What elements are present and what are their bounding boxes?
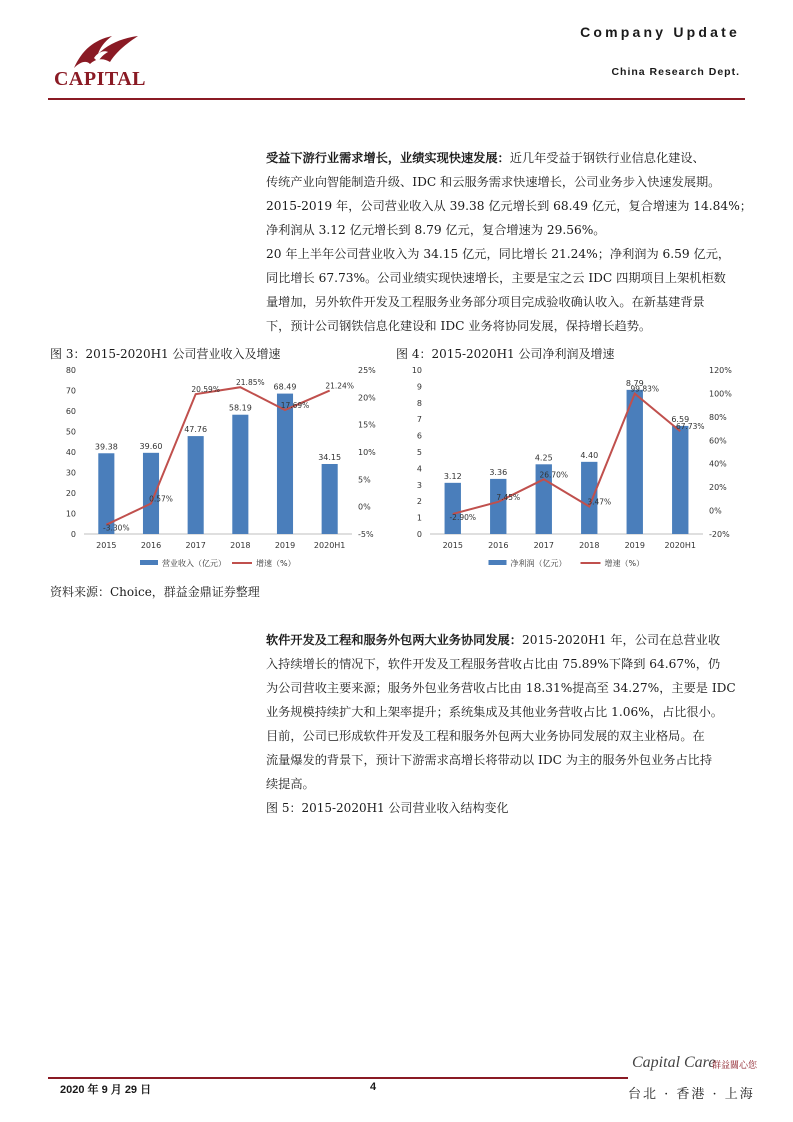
bar	[627, 390, 643, 534]
paragraph-line: 下，预计公司钢铁信息化建设和 IDC 业务将协同发展，保持增长趋势。	[266, 319, 652, 333]
x-axis-tick-label: 2018	[579, 541, 600, 550]
paragraph-line: 业务规模持续扩大和上架率提升；系统集成及其他业务营收占比 1.06%，占比很小。	[266, 705, 723, 719]
line-value-label: 21.24%	[325, 381, 354, 391]
legend-label: 增速（%）	[604, 559, 645, 568]
bar-value-label: 39.60	[139, 441, 163, 451]
y-axis-tick-label: 10	[411, 366, 422, 375]
y2-axis-tick-label: 120%	[709, 366, 732, 375]
header-divider	[48, 98, 745, 100]
bar-value-label: 3.12	[443, 471, 462, 481]
y-axis-tick-label: 5	[416, 448, 422, 457]
y2-axis-tick-label: 80%	[709, 412, 727, 422]
y-axis-tick-label: 40	[65, 448, 76, 457]
x-axis-tick-label: 2015	[96, 541, 117, 550]
y-axis-tick-label: 8	[416, 398, 422, 408]
report-type-title: Company Update	[580, 24, 740, 40]
bar-value-label: 4.40	[580, 450, 599, 460]
x-axis-tick-label: 2020H1	[313, 541, 346, 550]
y2-axis-tick-label: 0%	[358, 502, 371, 512]
y2-axis-tick-label: 100%	[709, 389, 732, 399]
paragraph-line: 续提高。	[266, 777, 315, 791]
y2-axis-tick-label: 20%	[709, 483, 727, 493]
x-axis-tick-label: 2016	[488, 541, 509, 550]
figure-4-caption: 图 4：2015-2020H1 公司净利润及增速	[396, 347, 615, 361]
bar-value-label: 39.38	[94, 442, 118, 452]
bar	[143, 453, 159, 534]
line-value-label: -2.90%	[449, 512, 477, 522]
line-value-label: 20.59%	[191, 385, 220, 395]
line-value-label: 67.73%	[675, 422, 705, 432]
paragraph-line: 流量爆发的背景下，预计下游需求高增长将带动以 IDC 为主的服务外包业务占比持	[266, 753, 713, 767]
line-value-label: -3.30%	[103, 523, 130, 533]
y-axis-tick-label: 60	[65, 407, 76, 416]
department-label: China Research Dept.	[611, 66, 740, 78]
line-value-label: 99.83%	[630, 384, 660, 394]
growth-line	[453, 394, 681, 514]
paragraph-line: 传统产业向智能制造升级、IDC 和云服务需求快速增长，公司业务步入快速发展期。	[266, 175, 721, 189]
capital-care-brand-cn: 群益關心您	[712, 1061, 758, 1071]
bar-value-label: 6.59	[671, 414, 690, 424]
paragraph-line: 为公司营收主要来源；服务外包业务营收占比由 18.31%提高至 34.27%，主要是 IDC	[266, 681, 736, 695]
figure-5-caption: 图 5：2015-2020H1 公司营业收入结构变化	[266, 801, 509, 815]
net-profit-chart-svg	[396, 362, 741, 577]
phoenix-logo-icon	[52, 28, 148, 72]
legend-swatch-bar	[140, 560, 158, 565]
logo-text: CAPITAL	[53, 68, 147, 90]
line-value-label: 21.85%	[236, 378, 265, 388]
x-axis-tick-label: 2018	[230, 541, 251, 550]
bar	[672, 426, 688, 534]
x-axis-tick-label: 2015	[442, 541, 463, 550]
y-axis-tick-label: 4	[416, 464, 422, 474]
y2-axis-tick-label: 5%	[358, 475, 371, 485]
paragraph-line: 净利润从 3.12 亿元增长到 8.79 亿元，复合增速为 29.56%。	[266, 223, 606, 237]
y-axis-tick-label: 10	[65, 509, 76, 519]
footer-divider	[48, 1077, 628, 1079]
paragraph-business-segments	[266, 628, 752, 796]
legend-label: 增速（%）	[256, 559, 296, 568]
y2-axis-tick-label: 0%	[709, 506, 722, 516]
y2-axis-tick-label: 20%	[358, 393, 376, 403]
line-value-label: 0.57%	[149, 494, 173, 504]
line-value-label: 26.70%	[539, 470, 569, 480]
y-axis-tick-label: 20	[65, 489, 76, 498]
y2-axis-tick-label: 25%	[358, 366, 376, 375]
y-axis-tick-label: 0	[70, 530, 76, 539]
bar	[445, 483, 461, 534]
bar	[490, 479, 506, 534]
paragraph-h1-results	[266, 242, 752, 338]
y2-axis-tick-label: 60%	[709, 436, 727, 446]
y2-axis-tick-label: 15%	[358, 420, 376, 430]
y-axis-tick-label: 6	[416, 431, 422, 441]
legend-label: 净利润（亿元）	[510, 559, 567, 568]
y-axis-tick-label: 80	[65, 366, 76, 375]
bar	[188, 436, 204, 534]
y-axis-tick-label: 7	[416, 415, 422, 425]
capital-care-brand: Capital Care	[632, 1054, 716, 1071]
y2-axis-tick-label: -5%	[358, 530, 374, 539]
page-number: 4	[370, 1081, 377, 1093]
bar-value-label: 68.49	[273, 382, 297, 392]
y2-axis-tick-label: 10%	[358, 448, 376, 457]
paragraph-line: 入持续增长的情况下，软件开发及工程服务营收占比由 75.89%下降到 64.67%，仍	[266, 657, 721, 671]
bar	[232, 415, 248, 534]
paragraph-line: 受益下游行业需求增长，业绩实现快速发展：近几年受益于钢铁行业信息化建设、	[266, 151, 705, 165]
bar-value-label: 3.36	[489, 467, 508, 477]
bar-value-label: 4.25	[534, 453, 553, 463]
paragraph-line: 20 年上半年公司营业收入为 34.15 亿元，同比增长 21.24%；净利润为 6.59 亿元，	[266, 247, 731, 261]
revenue-chart-svg	[50, 362, 390, 577]
y2-axis-tick-label: 40%	[709, 459, 727, 469]
x-axis-tick-label: 2019	[624, 541, 645, 550]
paragraph-line: 2015-2019 年，公司营业收入从 39.38 亿元增长到 68.49 亿元，复合增速为 14.84%；	[266, 199, 752, 213]
x-axis-tick-label: 2017	[185, 541, 206, 550]
bar-value-label: 34.15	[318, 452, 342, 462]
bar-value-label: 58.19	[228, 403, 252, 413]
bar-value-label: 47.76	[184, 425, 208, 435]
line-value-label: 7.45%	[496, 492, 521, 502]
x-axis-tick-label: 2017	[533, 541, 554, 550]
y-axis-tick-label: 1	[416, 513, 422, 523]
y2-axis-tick-label: -20%	[709, 530, 730, 539]
paragraph-line: 软件开发及工程和服务外包两大业务协同发展：2015-2020H1 年，公司在总营业收	[266, 633, 721, 647]
bar-value-label: 8.79	[625, 378, 644, 388]
office-cities: 台北 · 香港 · 上海	[628, 1087, 755, 1102]
y-axis-tick-label: 70	[65, 386, 76, 396]
y-axis-tick-label: 0	[416, 530, 422, 539]
x-axis-tick-label: 2019	[274, 541, 296, 550]
y-axis-tick-label: 3	[416, 480, 422, 490]
capital-logo	[52, 28, 148, 90]
y-axis-tick-label: 9	[416, 382, 422, 392]
line-value-label: 3.47%	[587, 497, 612, 507]
figure-3-caption: 图 3：2015-2020H1 公司营业收入及增速	[50, 347, 281, 361]
y-axis-tick-label: 2	[416, 497, 422, 507]
paragraph-line: 目前，公司已形成软件开发及工程和服务外包两大业务协同发展的双主业格局。在	[266, 729, 705, 743]
legend-swatch-bar	[489, 560, 507, 565]
net-profit-chart	[396, 362, 741, 577]
data-source-note: 资料来源：Choice，群益金鼎证券整理	[50, 585, 260, 599]
x-axis-tick-label: 2020H1	[664, 541, 696, 550]
revenue-chart	[50, 362, 390, 577]
legend-label: 营业收入（亿元）	[162, 559, 226, 568]
y-axis-tick-label: 50	[65, 427, 76, 437]
x-axis-tick-label: 2016	[140, 541, 162, 550]
y-axis-tick-label: 30	[65, 468, 76, 478]
paragraph-line: 量增加，另外软件开发及工程服务业务部分项目完成验收确认收入。在新基建背景	[266, 295, 705, 309]
line-value-label: 17.69%	[280, 400, 310, 410]
bar	[277, 394, 293, 534]
paragraph-heading: 软件开发及工程和服务外包两大业务协同发展：	[266, 633, 522, 647]
paragraph-line: 同比增长 67.73%。公司业绩实现快速增长，主要是宝之云 IDC 四期项目上架机柜数	[266, 271, 726, 285]
paragraph-heading: 受益下游行业需求增长，业绩实现快速发展：	[266, 151, 510, 165]
paragraph-growth	[266, 146, 752, 242]
bar	[322, 464, 338, 534]
report-date: 2020 年 9 月 29 日	[60, 1084, 152, 1096]
